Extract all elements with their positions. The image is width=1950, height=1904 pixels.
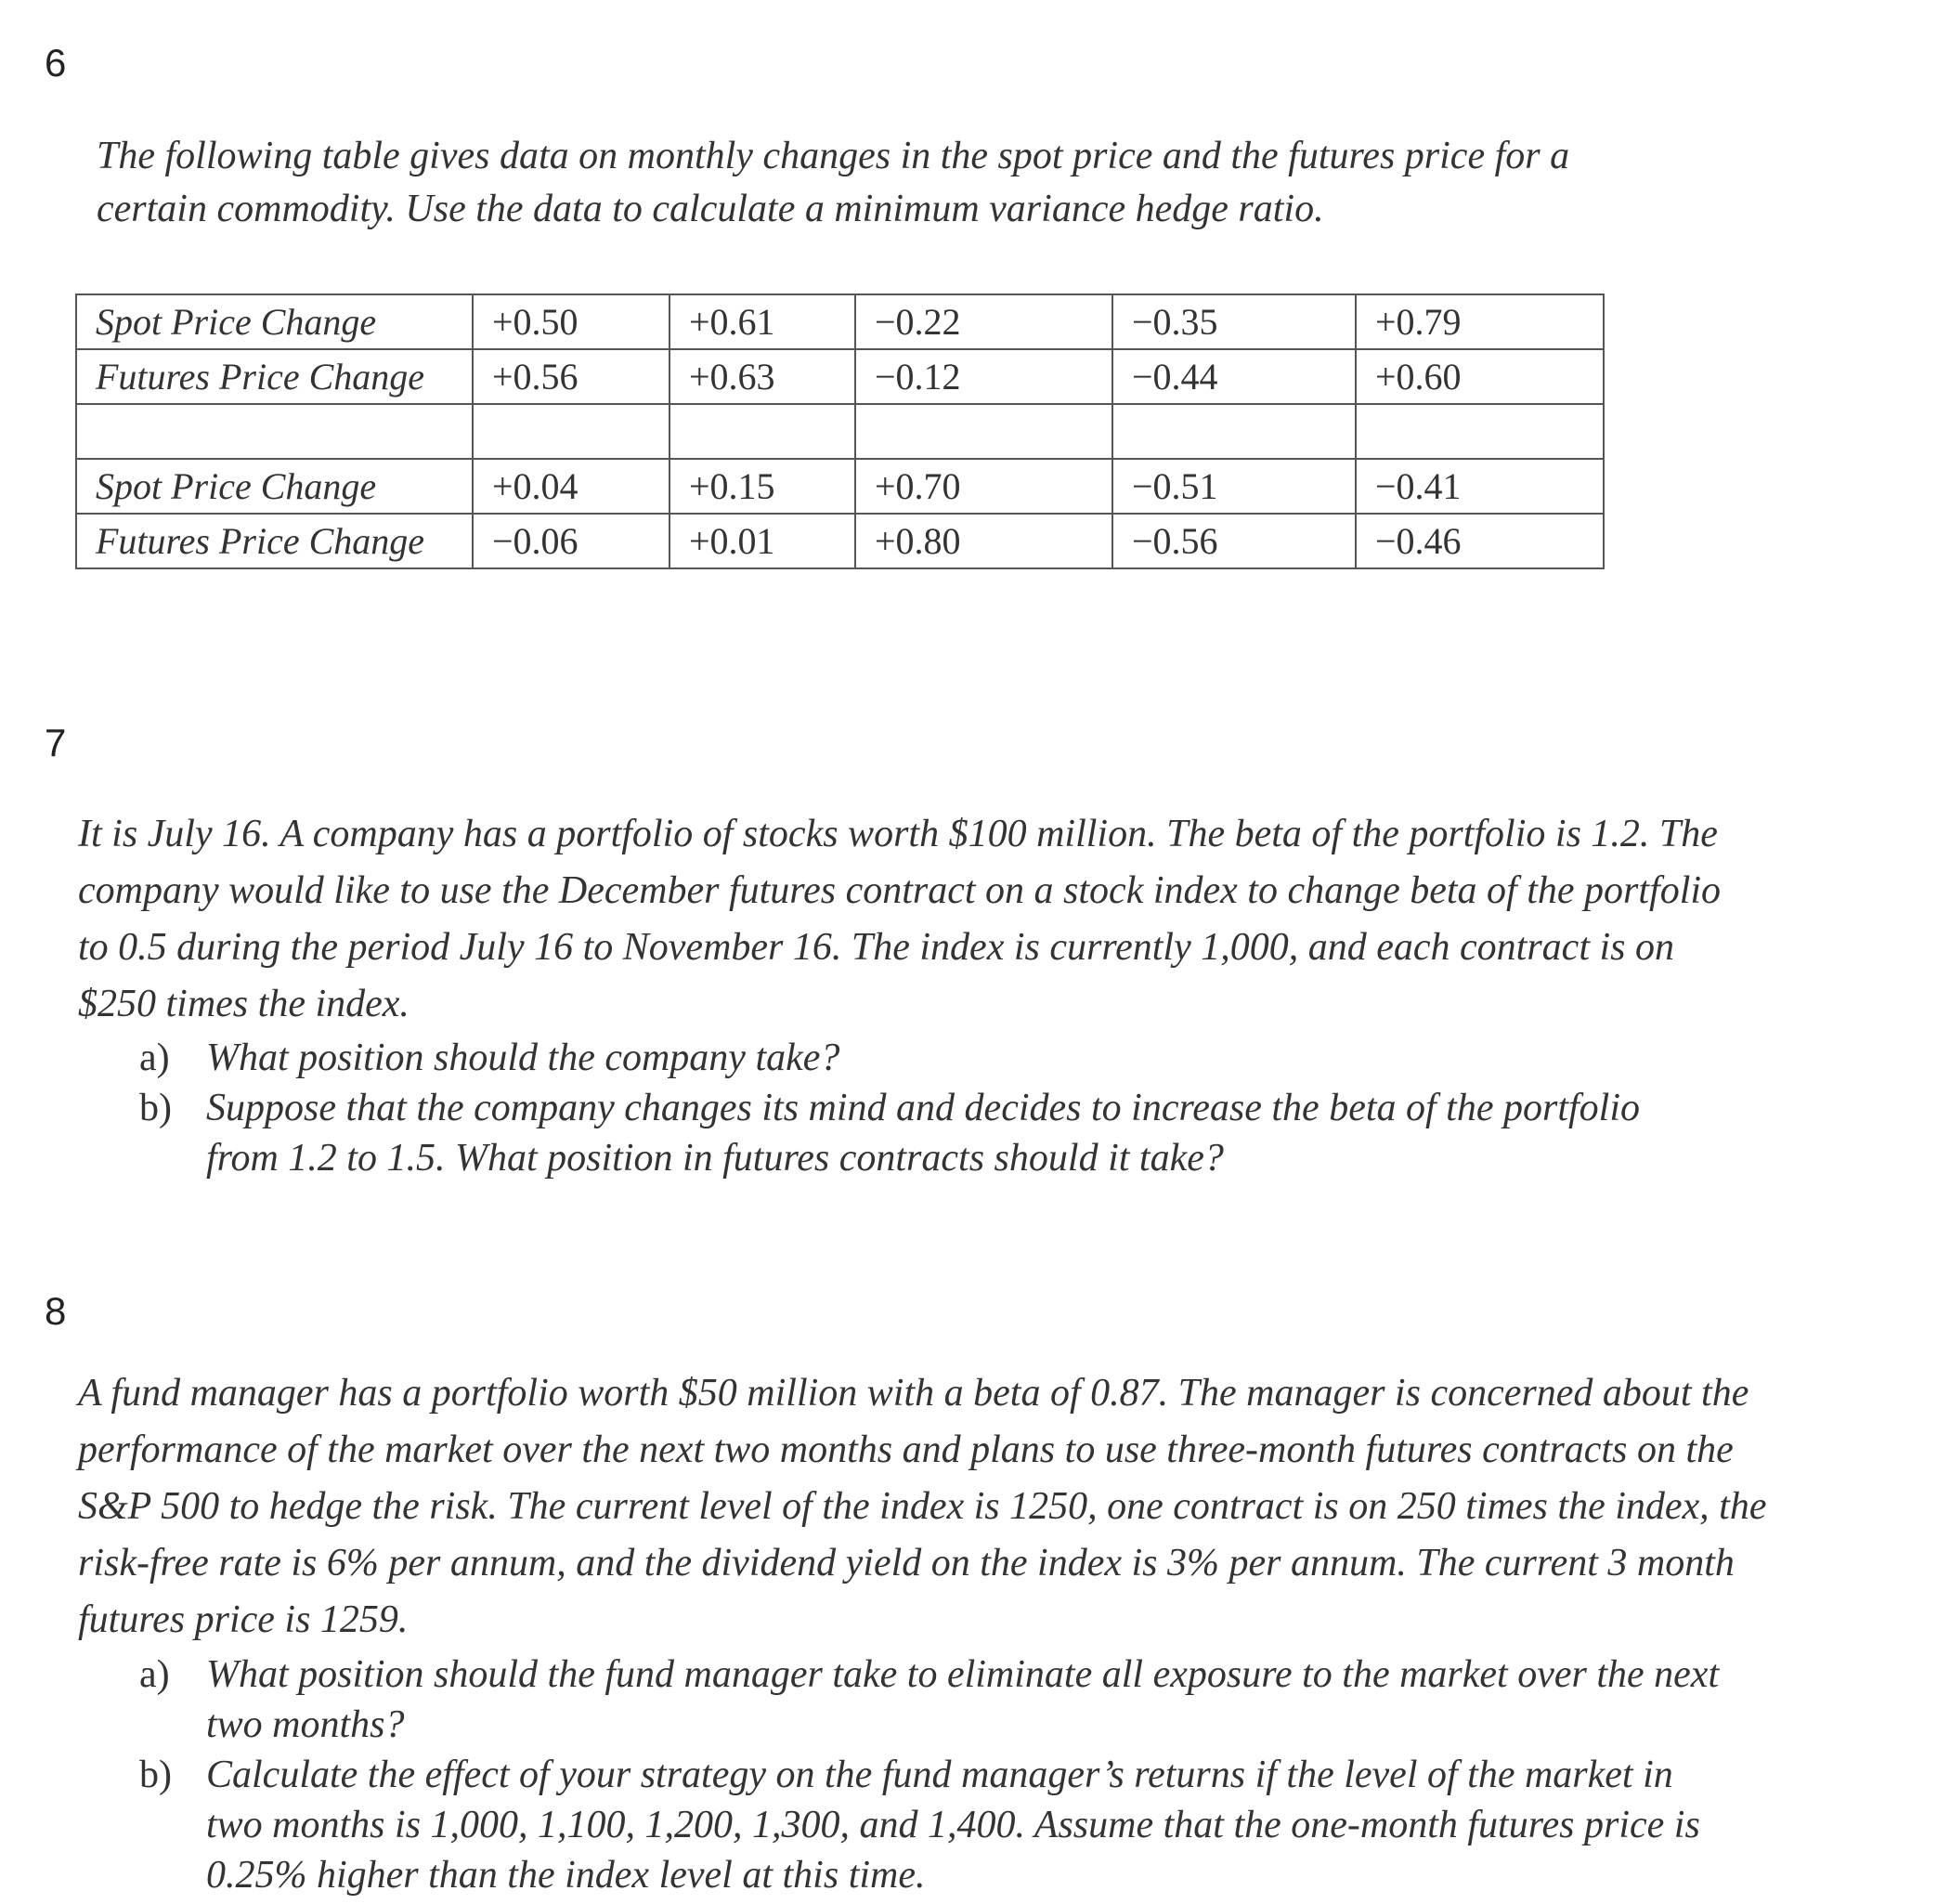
table-cell: −0.44	[1112, 349, 1356, 404]
item-marker: b)	[139, 1754, 172, 1796]
row-label	[76, 404, 473, 459]
table-cell: +0.56	[473, 349, 670, 404]
table-cell	[670, 404, 855, 459]
table-cell: −0.06	[473, 514, 670, 568]
item-text: Calculate the effect of your strategy on the fund manager’s returns if the level of the market in two months is 1,000, 1,100, 1,200, 1,300, and 1,400. Assume that the one-month futures price is 0.25% higher than the index level at this time.	[206, 1754, 1700, 1897]
item-marker: a)	[139, 1653, 170, 1696]
table-cell: +0.80	[855, 514, 1112, 568]
table-cell: +0.61	[670, 294, 855, 349]
row-label: Spot Price Change	[76, 459, 473, 514]
item-text: What position should the fund manager take to eliminate all exposure to the market over the next two months?	[206, 1653, 1720, 1746]
table-cell: +0.01	[670, 514, 855, 568]
table-cell: −0.51	[1112, 459, 1356, 514]
table-cell: −0.41	[1356, 459, 1604, 514]
table-cell: +0.70	[855, 459, 1112, 514]
row-label: Spot Price Change	[76, 294, 473, 349]
table-cell: +0.60	[1356, 349, 1604, 404]
list-item	[139, 1650, 1736, 1750]
table-cell: +0.63	[670, 349, 855, 404]
table-cell	[473, 404, 670, 459]
item-text: What position should the company take?	[206, 1037, 840, 1079]
table-cell: −0.56	[1112, 514, 1356, 568]
item-text: Suppose that the company changes its mind and decides to increase the beta of the portfolio from 1.2 to 1.5. What position in futures contracts should it take?	[206, 1087, 1641, 1180]
question-7-text: It is July 16. A company has a portfolio of stocks worth $100 million. The beta of the portfolio is 1.2. The company would like to use the December futures contract on a stock index to change beta of the portfolio to 0.5 during the period July 16 to November 16. The index is currently 1,000, and each contract is on $250 times the index.	[78, 813, 1722, 1025]
question-number-6: 6	[45, 41, 67, 85]
question-8-subparts	[139, 1650, 1736, 1900]
question-number-7: 7	[45, 721, 67, 764]
table-cell: −0.46	[1356, 514, 1604, 568]
item-marker: a)	[139, 1037, 170, 1079]
table-cell: −0.35	[1112, 294, 1356, 349]
table-cell: +0.50	[473, 294, 670, 349]
row-label: Futures Price Change	[76, 349, 473, 404]
question-7-subparts	[139, 1033, 1671, 1183]
table-cell	[855, 404, 1112, 459]
table-cell: −0.22	[855, 294, 1112, 349]
table-row-empty	[76, 404, 1604, 459]
table-cell: +0.15	[670, 459, 855, 514]
list-item	[139, 1083, 1671, 1183]
price-change-table	[75, 293, 1605, 569]
question-6-text: The following table gives data on monthly changes in the spot price and the futures price for a certain commodity. Use the data to calculate a minimum variance hedge ratio.	[97, 135, 1570, 230]
table-row	[76, 349, 1604, 404]
table-cell	[1356, 404, 1604, 459]
table-row	[76, 514, 1604, 568]
row-label: Futures Price Change	[76, 514, 473, 568]
table-cell: +0.79	[1356, 294, 1604, 349]
table-cell: +0.04	[473, 459, 670, 514]
question-number-8: 8	[45, 1289, 67, 1333]
question-8-text: A fund manager has a portfolio worth $50 million with a beta of 0.87. The manager is concerned about the performance of the market over the next two months and plans to use three-month futures contracts on the S&P 500 to hedge the risk. The current level of the index is 1250, one contract is on 250 times the index, the risk-free rate is 6% per annum, and the dividend yield on the index is 3% per annum. The current 3 month futures price is 1259.	[78, 1372, 1767, 1641]
table-cell	[1112, 404, 1356, 459]
item-marker: b)	[139, 1087, 172, 1129]
table-row	[76, 459, 1604, 514]
list-item	[139, 1750, 1736, 1900]
table-row	[76, 294, 1604, 349]
table-cell: −0.12	[855, 349, 1112, 404]
list-item	[139, 1033, 1671, 1083]
